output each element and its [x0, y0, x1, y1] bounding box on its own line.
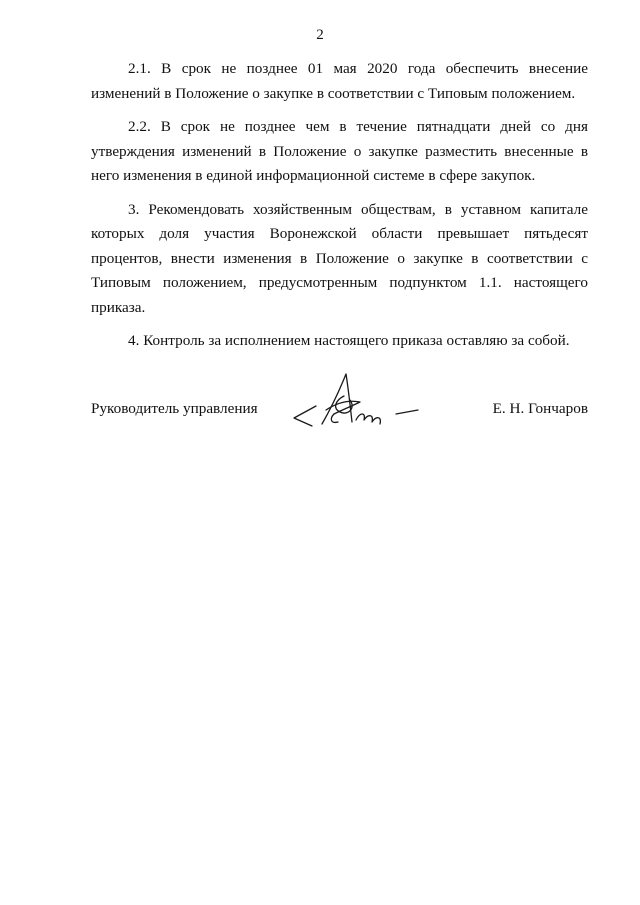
paragraph-2-2: 2.2. В срок не позднее чем в течение пятнадцати дней со дня утверждения изменений в Положение о закупке разместить внесенные в него изменения в единой информационной системе в сфере закупок. — [91, 118, 588, 184]
paragraph-3: 3. Рекомендовать хозяйственным обществам, в уставном капитале которых доля участия Воронежской области превышает пятьдесят процентов, внести изменения в Положение о закупке в соответствии с Типовым положением, предусмотренным подпунктом 1.1. настоящего приказа. — [91, 200, 588, 316]
paragraph-4: 4. Контроль за исполнением настоящего приказа оставляю за собой. — [128, 332, 570, 349]
document-body — [91, 57, 588, 363]
signatory-name: Е. Н. Гончаров — [492, 400, 588, 417]
signatory-title: Руководитель управления — [91, 400, 258, 417]
paragraph-2-1: 2.1. В срок не позднее 01 мая 2020 года обеспечить внесение изменений в Положение о закупке в соответствии с Типовым положением. — [91, 60, 588, 102]
page-number: 2 — [316, 27, 324, 43]
handwritten-signature — [286, 366, 426, 436]
signature-block — [91, 396, 588, 436]
